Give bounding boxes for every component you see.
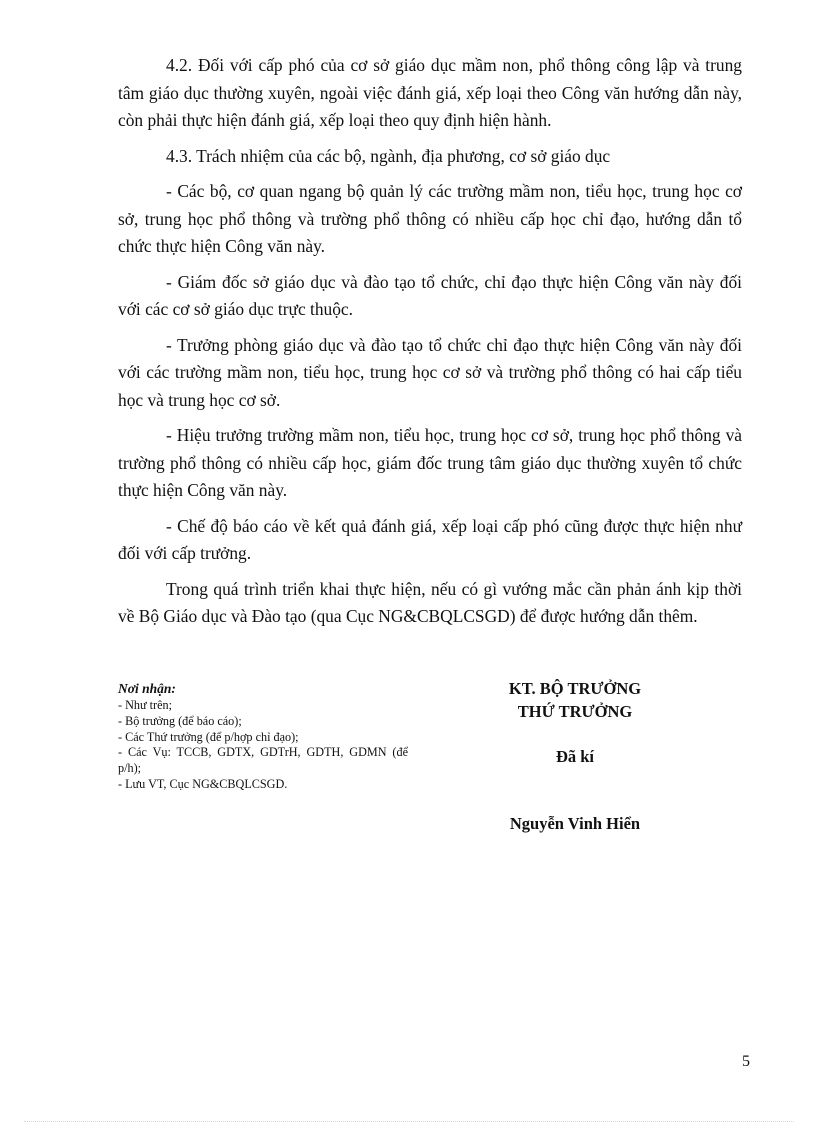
paragraph-ministries: - Các bộ, cơ quan ngang bộ quản lý các trường mầm non, tiểu học, trung học cơ sở, trung học phổ thông và trường phổ thông có nhiều cấp học chỉ đạo, hướng dẫn tổ chức thực hiện Công văn này. [118, 181, 742, 256]
paragraph-closing: Trong quá trình triển khai thực hiện, nếu có gì vướng mắc cần phản ánh kịp thời về Bộ Giáo dục và Đào tạo (qua Cục NG&CBQLCSGD) để được hướng dẫn thêm. [118, 578, 742, 626]
recipient-item: - Bộ trưởng (để báo cáo); [118, 713, 242, 728]
recipient-item: - Lưu VT, Cục NG&CBQLCSGD. [118, 776, 288, 791]
paragraph-reporting: - Chế độ báo cáo về kết quả đánh giá, xếp loại cấp phó cũng được thực hiện như đối với cấp trưởng. [118, 515, 742, 563]
signature-block [480, 677, 670, 835]
recipients-list [118, 698, 408, 793]
document-body [118, 52, 742, 639]
signature-title-line1: KT. BỘ TRƯỞNG [508, 679, 642, 698]
recipient-item: - Như trên; [118, 698, 172, 712]
paragraph-principals: - Hiệu trưởng trường mầm non, tiểu học, trung học cơ sở, trung học phổ thông và trường phổ thông có nhiều cấp học, giám đốc trung tâm giáo dục thường xuyên tổ chức thực hiện Công văn này. [118, 425, 742, 500]
recipient-item: - Các Thứ trưởng (để p/hợp chỉ đạo); [118, 729, 299, 744]
recipients-label: Nơi nhận: [118, 681, 176, 696]
paragraph-department-director: - Giám đốc sở giáo dục và đào tạo tổ chức, chỉ đạo thực hiện Công văn này đối với các cơ sở giáo dục trực thuộc. [118, 271, 742, 319]
paragraph-4-3-heading: 4.3. Trách nhiệm của các bộ, ngành, địa phương, cơ sở giáo dục [166, 145, 611, 166]
signature-status: Đã kí [555, 747, 595, 766]
paragraph-4-2: 4.2. Đối với cấp phó của cơ sở giáo dục mầm non, phổ thông công lập và trung tâm giáo dục thường xuyên, ngoài việc đánh giá, xếp loại theo Công văn hướng dẫn này, còn phải thực hiện đánh giá, xếp loại theo quy định hiện hành. [118, 55, 742, 130]
bottom-divider [24, 1121, 794, 1122]
recipient-item: - Các Vụ: TCCB, GDTX, GDTrH, GDTH, GDMN (để p/h); [118, 745, 408, 776]
paragraph-office-head: - Trưởng phòng giáo dục và đào tạo tổ chức chỉ đạo thực hiện Công văn này đối với các trường mầm non, tiểu học, trung học cơ sở và trường phổ thông có hai cấp tiểu học và trung học cơ sở. [118, 334, 742, 410]
recipients-block [118, 680, 408, 793]
page-number: 5 [742, 1053, 750, 1070]
signer-name: Nguyễn Vinh Hiển [509, 814, 641, 833]
signature-title-line2: THỨ TRƯỞNG [517, 702, 633, 721]
